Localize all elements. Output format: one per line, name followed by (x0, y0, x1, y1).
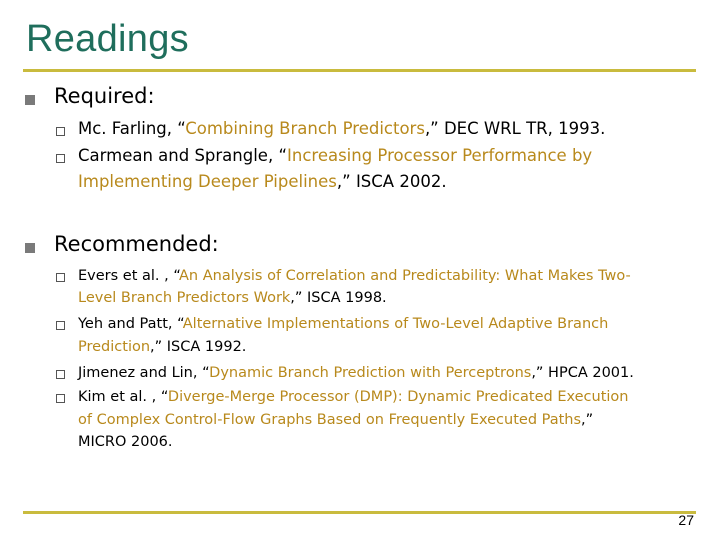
reading-title: Prediction (78, 339, 151, 355)
reading-venue: ,” DEC WRL TR, 1993. (424, 119, 606, 138)
reading-title: Dynamic Branch Prediction with Perceptrons (209, 365, 532, 381)
reading-item-continuation (78, 430, 698, 456)
reading-item-continuation (78, 169, 698, 195)
reading-authors: Kim et al. , “ (78, 389, 168, 405)
required-bullet-icon (25, 95, 35, 105)
reading-title: of Complex Control-Flow Graphs Based on Frequently Executed Paths (78, 412, 582, 428)
reading-venue: ,” (581, 412, 594, 428)
reading-title: Diverge-Merge Processor (DMP): Dynamic Predicated Execution (167, 389, 629, 405)
page-number: 27 (678, 512, 694, 528)
reading-venue: ,” ISCA 1992. (150, 339, 247, 355)
reading-title: Increasing Processor Performance by (287, 146, 593, 165)
slide-title: Readings (26, 18, 189, 60)
sub-bullet-icon (56, 394, 65, 403)
reading-title: An Analysis of Correlation and Predictability: What Makes Two- (179, 268, 631, 284)
sub-bullet-icon (56, 154, 65, 163)
reading-item-continuation (78, 335, 698, 361)
reading-authors: Mc. Farling, “ (78, 119, 186, 138)
reading-venue: MICRO 2006. (78, 434, 173, 450)
sub-bullet-icon (56, 273, 65, 282)
reading-venue: ,” HPCA 2001. (531, 365, 634, 381)
reading-item (78, 143, 698, 169)
reading-item (78, 116, 698, 142)
sub-bullet-icon (56, 321, 65, 330)
reading-item (78, 385, 698, 411)
reading-authors: Evers et al. , “ (78, 268, 179, 284)
reading-item (78, 312, 698, 338)
reading-item-continuation (78, 286, 698, 312)
reading-title: Combining Branch Predictors (185, 119, 425, 138)
sub-bullet-icon (56, 127, 65, 136)
reading-authors: Carmean and Sprangle, “ (78, 146, 287, 165)
title-divider (23, 69, 696, 72)
required-heading: Required: (54, 84, 155, 108)
reading-title: Level Branch Predictors Work (78, 290, 291, 306)
recommended-heading: Recommended: (54, 232, 219, 256)
sub-bullet-icon (56, 370, 65, 379)
reading-item (78, 361, 698, 387)
reading-title: Alternative Implementations of Two-Level Adaptive Branch (182, 316, 609, 332)
reading-venue: ,” ISCA 2002. (336, 172, 447, 191)
footer-divider (23, 511, 696, 514)
reading-authors: Jimenez and Lin, “ (78, 365, 210, 381)
reading-venue: ,” ISCA 1998. (290, 290, 387, 306)
reading-authors: Yeh and Patt, “ (78, 316, 183, 332)
recommended-bullet-icon (25, 243, 35, 253)
reading-title: Implementing Deeper Pipelines (78, 172, 337, 191)
